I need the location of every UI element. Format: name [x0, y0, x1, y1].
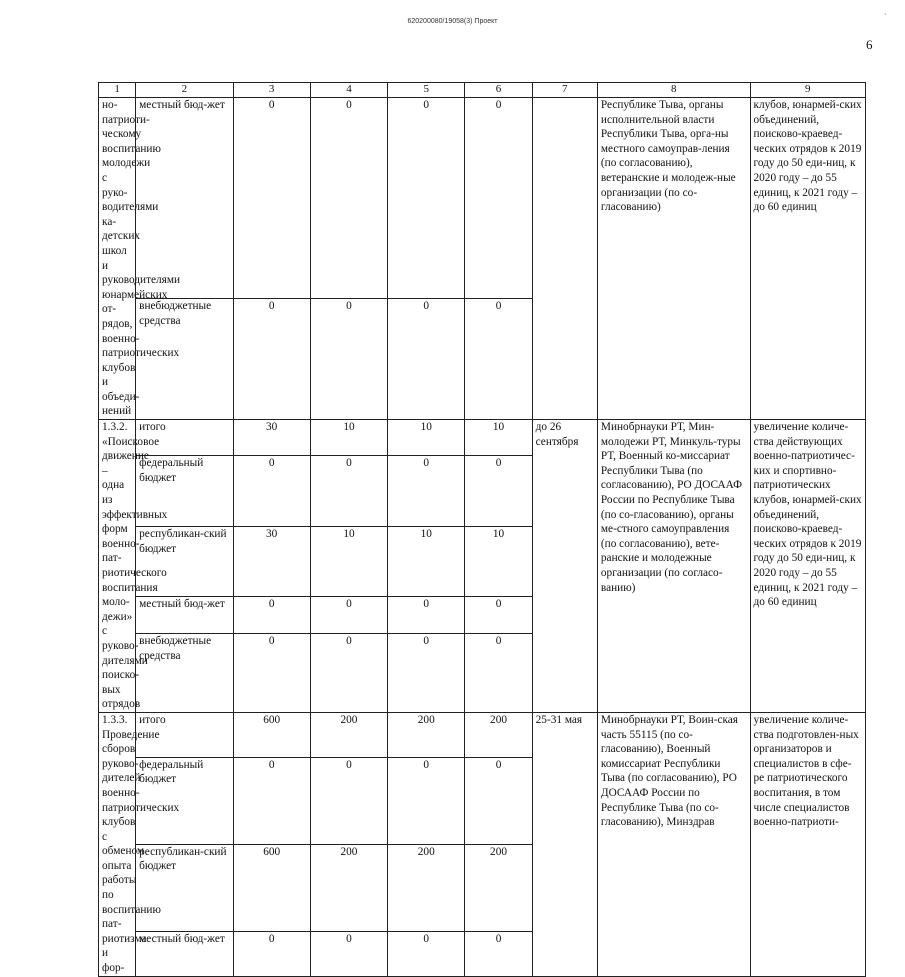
value-2021: 0	[465, 299, 532, 420]
value-total: 0	[233, 299, 310, 420]
value-total: 0	[233, 757, 310, 844]
value-total: 0	[233, 456, 310, 527]
value-total: 0	[233, 597, 310, 633]
event-result: увеличение количе-ства подготовлен-ных организаторов и специалистов в сфе-ре патриотического воспитания, в том числе специалистов военно-патриоти-	[750, 712, 866, 976]
event-executors: Минобрнауки РТ, Воин-ская часть 55115 (по со-гласованию), Военный комиссариат Республики Тыва (по согласованию), РО ДОСААФ России по Республике Тыва (по со-гласованию), Минздрав	[597, 712, 750, 976]
value-2020: 0	[388, 456, 465, 527]
value-total: 0	[233, 931, 310, 976]
value-2021: 0	[465, 456, 532, 527]
value-2020: 10	[388, 526, 465, 597]
value-2019: 10	[310, 526, 387, 597]
funding-source: итого	[136, 712, 233, 757]
col-header-3: 3	[233, 83, 310, 98]
col-header-8: 8	[597, 83, 750, 98]
col-header-7: 7	[532, 83, 597, 98]
value-2019: 0	[310, 633, 387, 712]
funding-source: местный бюд-жет	[136, 931, 233, 976]
funding-source: местный бюд-жет	[136, 597, 233, 633]
value-2021: 0	[465, 98, 532, 299]
value-total: 600	[233, 844, 310, 931]
value-2020: 10	[388, 420, 465, 456]
value-2020: 0	[388, 597, 465, 633]
col-header-9: 9	[750, 83, 866, 98]
funding-source: федеральный бюджет	[136, 757, 233, 844]
col-header-6: 6	[465, 83, 532, 98]
value-2019: 200	[310, 712, 387, 757]
event-result: увеличение количе-ства действующих военно-патриотичес-ких и спортивно-патриотических клубов, юнармей-ских объединений, поисково-краевед-ческих отрядов к 2019 году до 50 еди-ниц, к 2020 году – до 55 единиц, к 2021 году – до 60 единиц	[750, 420, 866, 713]
value-2021: 0	[465, 757, 532, 844]
value-total: 30	[233, 420, 310, 456]
value-2021: 200	[465, 844, 532, 931]
value-total: 0	[233, 98, 310, 299]
col-header-2: 2	[136, 83, 233, 98]
value-2019: 10	[310, 420, 387, 456]
event-description: 1.3.2. «Поисковое движение – одна из эффективных форм военно-пат-риотического воспитания моло-дежи» с руково-дителями поиско-вых отрядов	[99, 420, 136, 713]
col-header-4: 4	[310, 83, 387, 98]
value-2019: 0	[310, 931, 387, 976]
value-total: 0	[233, 633, 310, 712]
event-description: но-патриоти-ческому воспитанию молодежи с руко-водителями ка-детских школ и руководителями юнармейских от-рядов, военно-патриотических клубов и объеди-нений	[99, 98, 136, 420]
funding-source: итого	[136, 420, 233, 456]
funding-source: внебюджетные средства	[136, 633, 233, 712]
value-2019: 200	[310, 844, 387, 931]
funding-source: республикан-ский бюджет	[136, 844, 233, 931]
event-description: 1.3.3. Проведение сборов руково-дителей военно-патриотических клубов с обменом опыта работы по воспитанию пат-риотизма и фор-	[99, 712, 136, 976]
event-executors: Минобрнауки РТ, Мин-молодежи РТ, Минкуль-туры РТ, Военный ко-миссариат Республики Тыва (по согласованию), РО ДОСААФ России по Республике Тыва (по со-гласованию), органы ме-стного самоуправления (по согласованию), вете-ранские и молодежные организации (по согласо-ванию)	[597, 420, 750, 713]
value-2021: 200	[465, 712, 532, 757]
col-header-5: 5	[388, 83, 465, 98]
value-2019: 0	[310, 757, 387, 844]
value-2019: 0	[310, 98, 387, 299]
value-total: 600	[233, 712, 310, 757]
corner-mark: `	[884, 12, 887, 22]
value-2020: 0	[388, 633, 465, 712]
funding-source: федеральный бюджет	[136, 456, 233, 527]
value-2020: 200	[388, 844, 465, 931]
value-2019: 0	[310, 456, 387, 527]
value-2021: 0	[465, 597, 532, 633]
table-row	[99, 420, 866, 456]
value-2020: 0	[388, 757, 465, 844]
value-2020: 200	[388, 712, 465, 757]
value-2021: 10	[465, 420, 532, 456]
event-term	[532, 98, 597, 420]
event-term: до 26 сентября	[532, 420, 597, 713]
value-2020: 0	[388, 931, 465, 976]
value-2020: 0	[388, 98, 465, 299]
table-row	[99, 712, 866, 757]
event-result: клубов, юнармей-ских объединений, поисково-краевед-ческих отрядов к 2019 году до 50 еди-ниц, к 2020 году – до 55 единиц, к 2021 году – до 60 единиц	[750, 98, 866, 420]
value-2019: 0	[310, 597, 387, 633]
event-term: 25-31 мая	[532, 712, 597, 976]
funding-source: республикан-ский бюджет	[136, 526, 233, 597]
value-2020: 0	[388, 299, 465, 420]
value-2021: 10	[465, 526, 532, 597]
funding-source: внебюджетные средства	[136, 299, 233, 420]
column-numbers-row	[99, 83, 866, 98]
page-number: 6	[866, 37, 873, 52]
value-total: 30	[233, 526, 310, 597]
document-id-header: 620200080/19058(3) Проект	[407, 18, 498, 25]
value-2019: 0	[310, 299, 387, 420]
table-row	[99, 98, 866, 299]
value-2021: 0	[465, 633, 532, 712]
value-2021: 0	[465, 931, 532, 976]
program-table	[98, 82, 866, 977]
col-header-1: 1	[99, 83, 136, 98]
funding-source: местный бюд-жет	[136, 98, 233, 299]
event-executors: Республике Тыва, органы исполнительной власти Республики Тыва, орга-ны местного самоуправ-ления (по согласованию), ветеранские и молодеж-ные организации (по со-гласованию)	[597, 98, 750, 420]
